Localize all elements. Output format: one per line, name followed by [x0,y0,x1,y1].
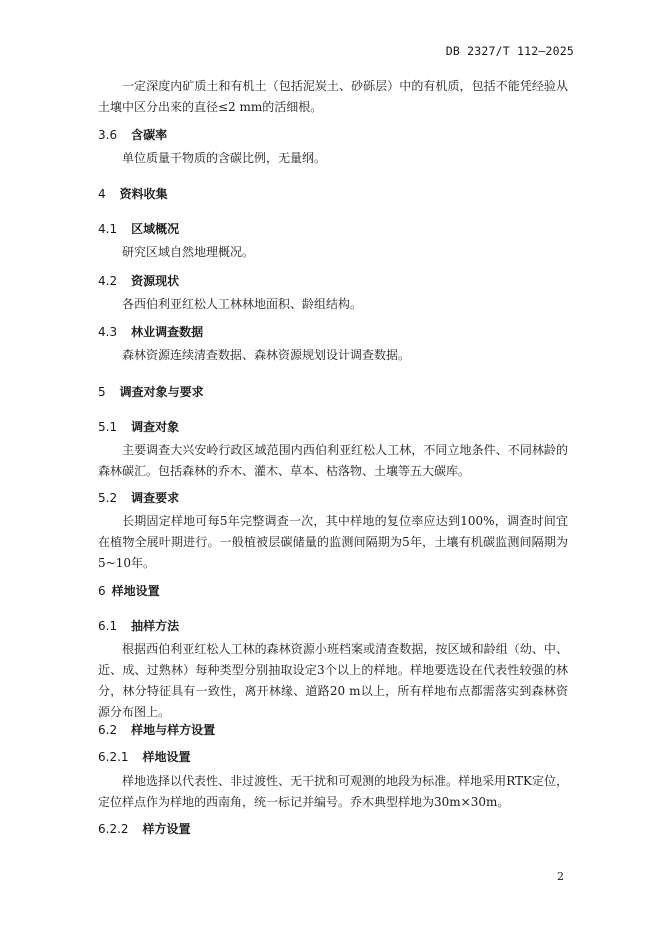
heading-6 [98,582,568,599]
heading-title: 调查对象 [131,420,180,434]
heading-title: 样地与样方设置 [131,723,216,737]
paragraph-5-2 [98,511,568,574]
heading-number: 4.2 [98,274,118,288]
heading-title: 调查要求 [131,491,180,505]
heading-number: 6.2 [98,723,118,737]
heading-number: 6.2.1 [98,750,129,764]
paragraph-text: 森林资源连续清查数据、森林资源规划设计调查数据。 [122,348,411,362]
heading-title: 含碳率 [131,128,168,142]
heading-title: 林业调查数据 [131,325,204,339]
page-number: 2 [557,870,564,883]
heading-number: 4 [98,187,106,201]
paragraph-text: 单位质量干物质的含碳比例，无量纲。 [122,151,327,165]
heading-title: 样地设置 [142,750,191,764]
heading-title: 调查对象与要求 [119,385,204,399]
heading-3-6 [98,126,568,143]
paragraph-intro [98,76,568,118]
heading-title: 资源现状 [131,274,180,288]
heading-number: 6.2.2 [98,822,129,836]
heading-title: 样地设置 [111,584,160,598]
paragraph-text: 长期固定样地可每5年完整调查一次，其中样地的复位率应达到100%，调查时间宜在植物全展叶期进行。一般植被层碳储量的监测间隔期为5年，土壤有机碳监测间隔期为5~10年。 [98,514,568,570]
heading-number: 5.2 [98,491,118,505]
heading-title: 区域概况 [131,222,180,236]
paragraph-4-1 [98,242,568,263]
document-code: DB 2327/T 112—2025 [445,44,574,58]
paragraph-6-1 [98,639,568,723]
heading-number: 5.1 [98,420,118,434]
heading-5-1 [98,418,568,435]
paragraph-text: 研究区域自然地理概况。 [122,245,255,259]
heading-title: 抽样方法 [131,619,180,633]
paragraph-3-6 [98,148,568,169]
heading-title: 资料收集 [119,187,168,201]
heading-6-1 [98,617,568,634]
paragraph-5-1 [98,440,568,482]
heading-title: 样方设置 [142,822,191,836]
heading-number: 3.6 [98,128,118,142]
heading-number: 6.1 [98,619,118,633]
paragraph-4-2 [98,294,568,315]
heading-number: 4.1 [98,222,118,236]
heading-4 [98,185,568,202]
heading-number: 4.3 [98,325,118,339]
heading-6-2-2 [98,820,568,837]
heading-4-2 [98,272,568,289]
heading-6-2-1 [98,748,568,765]
paragraph-text: 一定深度内矿质土和有机土（包括泥炭土、砂砾层）中的有机质，包括不能凭经验从土壤中区分出来的直径≤2 mm的活细根。 [98,79,568,114]
heading-number: 6 [98,584,106,598]
heading-4-3 [98,323,568,340]
paragraph-text: 主要调查大兴安岭行政区域范围内西伯利亚红松人工林，不同立地条件、不同林龄的森林碳汇。包括森林的乔木、灌木、草本、枯落物、土壤等五大碳库。 [98,443,568,478]
paragraph-text: 根据西伯利亚红松人工林的森林资源小班档案或清查数据，按区域和龄组（幼、中、近、成、过熟林）每种类型分别抽取设定3个以上的样地。样地要选设在代表性较强的林分，林分特征具有一致性，离开林缘、道路20 m以上，所有样地布点都需落实到森林资源分布图上。 [98,642,568,719]
paragraph-text: 各西伯利亚红松人工林林地面积、龄组结构。 [122,297,363,311]
heading-5 [98,383,568,400]
paragraph-6-2-1 [98,771,568,813]
heading-5-2 [98,489,568,506]
heading-number: 5 [98,385,106,399]
heading-4-1 [98,220,568,237]
paragraph-text: 样地选择以代表性、非过渡性、无干扰和可观测的地段为标准。样地采用RTK定位，定位样点作为样地的西南角，统一标记并编号。乔木典型样地为30m×30m。 [98,774,568,809]
heading-6-2 [98,721,568,738]
paragraph-4-3 [98,345,568,366]
